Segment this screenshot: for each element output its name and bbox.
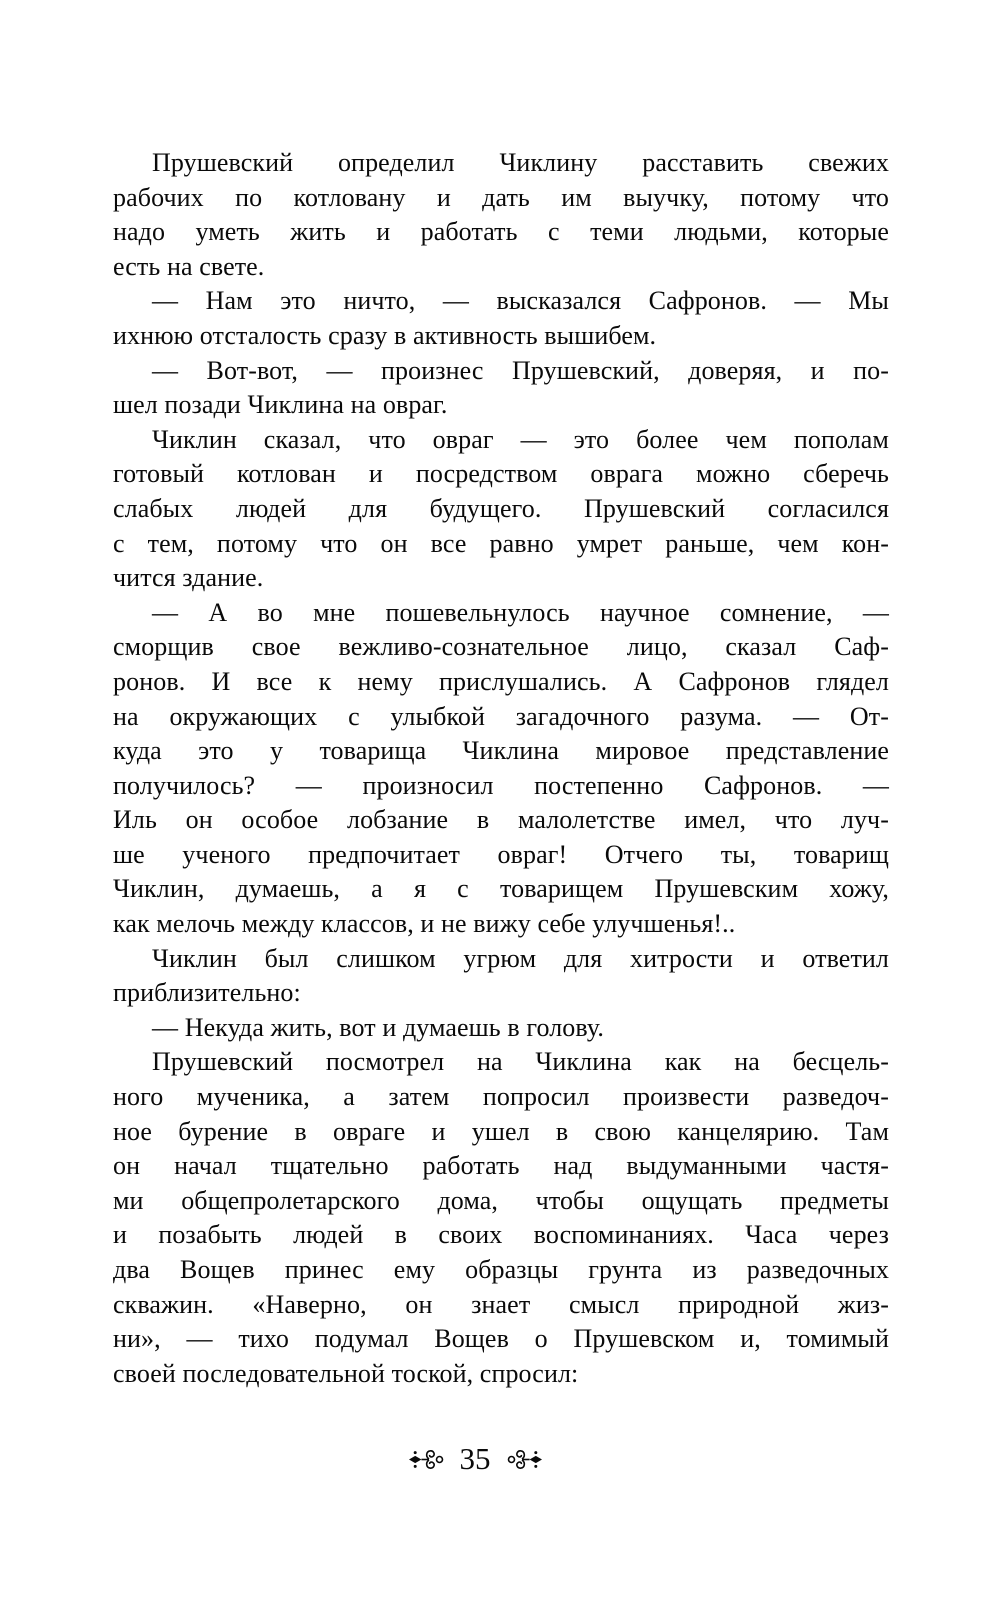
page-footer [87,1441,863,1477]
text-line: ми общепролетарского дома, чтобы ощущать предметы [113,1185,889,1215]
page-number: 35 [459,1441,491,1476]
fleuron-right-icon [507,1446,543,1473]
text-line: приблизительно: [113,978,301,1008]
text-line: ного мученика, а затем попросил произвести разведоч- [113,1082,889,1112]
text-line: с тем, потому что он все равно умрет раньше, чем кон- [113,528,889,558]
paragraph [113,1011,889,1046]
text-line: — Нам это ничто, — высказался Сафронов. — Мы [152,286,889,316]
text-line: на окружающих с улыбкой загадочного разума. — От- [113,701,889,731]
text-line: Чиклин сказал, что овраг — это более чем пополам [152,424,889,454]
text-line: — А во мне пошевельнулось научное сомнение, — [152,597,889,627]
text-line: сморщив свое вежливо-сознательное лицо, сказал Саф- [113,632,889,662]
text-line: рабочих по котловану и дать им выучку, потому что [113,182,889,212]
text-line: получилось? — произносил постепенно Сафронов. — [113,770,889,800]
paragraph [113,423,889,596]
text-line: слабых людей для будущего. Прушевский согласился [113,493,889,523]
text-line: ихнюю отсталость сразу в активность вышибем. [113,320,657,350]
paragraph [113,146,889,284]
fleuron-left-icon [408,1446,444,1473]
text-line: надо уметь жить и работать с теми людьми, которые [113,217,889,247]
text-line: и позабыть людей в своих воспоминаниях. Часа через [113,1220,889,1250]
text-line: шел позади Чиклина на овраг. [113,390,448,420]
text-line: ронов. И все к нему прислушались. А Сафронов глядел [113,666,889,696]
text-line: ше ученого предпочитает овраг! Отчего ты, товарищ [113,839,889,869]
text-line: он начал тщательно работать над выдуманными частя- [113,1151,889,1181]
text-line: Иль он особое лобзание в малолетстве имел, что луч- [113,805,889,835]
text-line: — Некуда жить, вот и думаешь в голову. [152,1012,604,1042]
paragraph [113,942,889,1011]
text-line: куда это у товарища Чиклина мировое представление [113,736,889,766]
text-line: своей последовательной тоской, спросил: [113,1358,579,1388]
paragraph [113,284,889,353]
text-line: Чиклин был слишком угрюм для хитрости и ответил [152,943,889,973]
text-line: два Вощев принес ему образцы грунта из разведочных [113,1255,889,1284]
text-line: ное бурение в овраге и ушел в свою канцелярию. Там [113,1116,889,1146]
text-line: ни», — тихо подумал Вощев о Прушевском и, томимый [113,1324,889,1354]
text-line: Прушевский определил Чиклину расставить свежих [152,148,889,177]
paragraph [113,1045,889,1391]
paragraph [113,596,889,942]
text-line: — Вот-вот, — произнес Прушевский, доверяя, и по- [152,355,889,385]
text-line: Чиклин, думаешь, а я с товарищем Прушевским хожу, [113,874,889,904]
text-line: скважин. «Наверно, он знает смысл природной жиз- [113,1289,889,1319]
text-line: готовый котлован и посредством оврага можно сберечь [113,459,889,489]
text-line: Прушевский посмотрел на Чиклина как на бесцель- [152,1047,889,1077]
page-text [113,146,889,1391]
text-line: чится здание. [113,563,264,593]
text-line: есть на свете. [113,251,265,281]
paragraph [113,354,889,423]
text-line: как мелочь между классов, и не вижу себе улучшенья!.. [113,909,736,939]
